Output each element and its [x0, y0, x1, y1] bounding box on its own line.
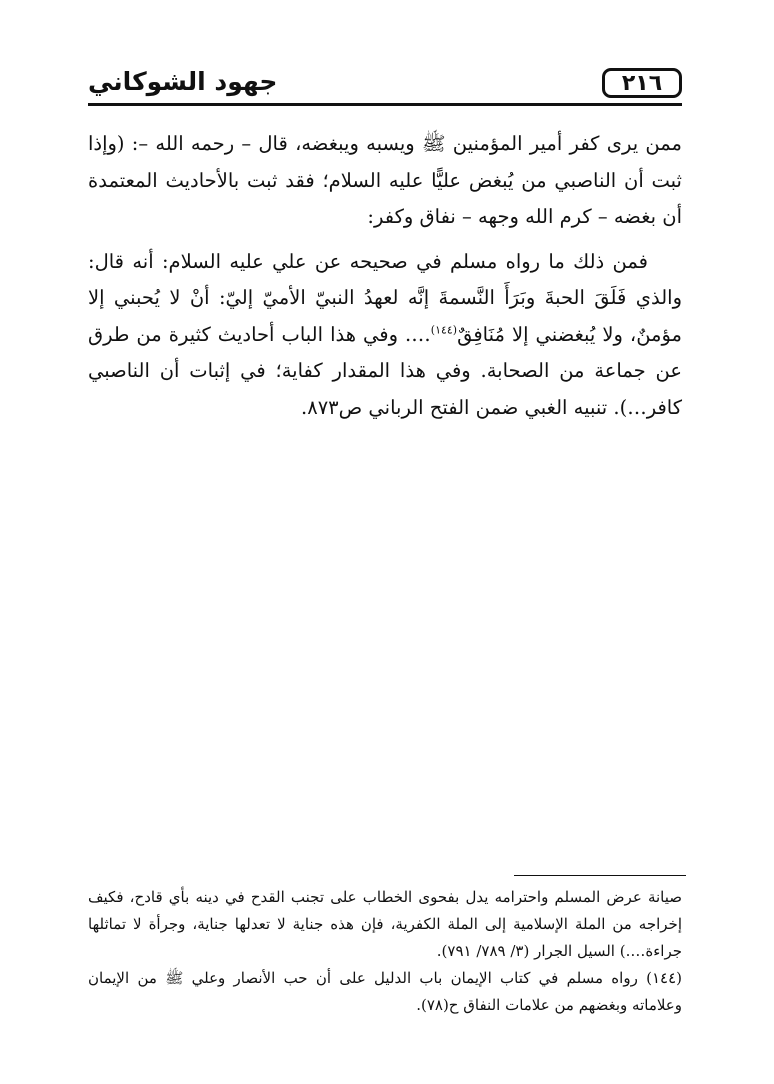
footnote-144: (١٤٤) رواه مسلم في كتاب الإيمان باب الدليل على أن حب الأنصار وعلي ﷺ من الإيمان وعلاماته وبغضهم من علامات النفاق ح(٧٨).	[88, 969, 682, 1014]
footnote-reference: (١٤٤)	[430, 323, 458, 336]
paragraph-text: …. وفي هذا الباب أحاديث كثيرة من طرق عن جماعة من الصحابة. وفي هذا المقدار كفاية؛ في إثبات أن الناصبي كافر…). تنبيه الغبي ضمن الفتح الرباني ص٨٧٣.	[88, 322, 682, 419]
header-rule	[88, 103, 682, 106]
running-header	[88, 62, 682, 106]
footnote-continuation: صيانة عرض المسلم واحترامه يدل بفحوى الخطاب على تجنب القدح في دينه بأي قادح، فكيف إخراجه من الملة الإسلامية إلى الملة الكفرية، فإن هذه جناية لا تعدلها جناية، وجرأة لا تماثلها جراءة….) السيل الجرار (٣/ ٧٨٩/ ٧٩١).	[88, 888, 682, 960]
paragraph-text: فمن ذلك ما رواه مسلم في صحيحه عن علي عليه السلام: أنه قال: والذي فَلَقَ الحبةَ وبَرَأَ النَّسمةَ إنَّه لعهدُ النبيّ الأميّ إليّ: أنْ لا يُحبني إلا مؤمنٌ، ولا يُبغضني إلا مُنَافِقٌ	[88, 249, 682, 346]
book-title: جهود الشوكاني	[88, 67, 278, 96]
footnote-separator	[514, 875, 686, 876]
paragraph	[88, 244, 682, 427]
paragraph: ممن يرى كفر أمير المؤمنين ﷺ ويسبه ويبغضه، قال – رحمه الله –: (وإذا ثبت أن الناصبي من يُبغض عليًّا عليه السلام؛ فقد ثبت بالأحاديث المعتمدة أن بغضه – كرم الله وجهه – نفاق وكفر:	[88, 132, 682, 228]
page-number: ٢١٦	[621, 70, 663, 96]
footnotes	[88, 884, 682, 1019]
page-number-box	[602, 68, 682, 98]
main-text	[88, 126, 682, 426]
